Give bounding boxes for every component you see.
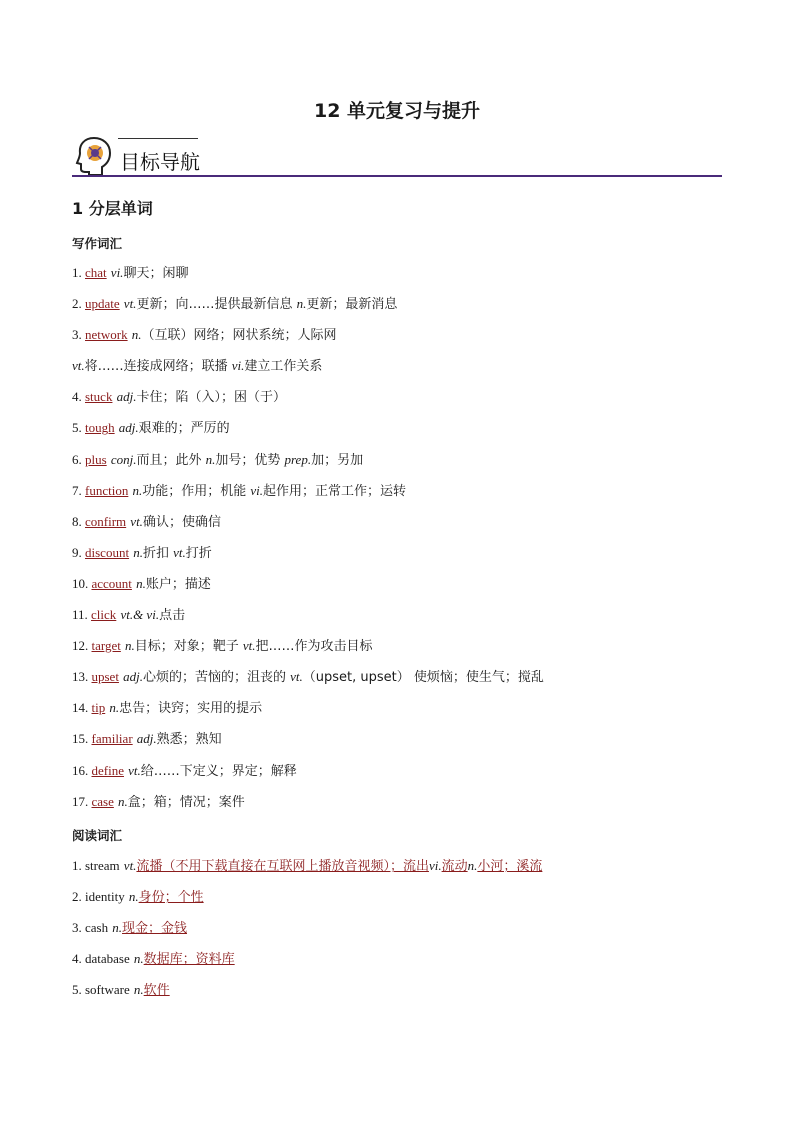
part-of-speech: n.: [133, 982, 144, 998]
part-of-speech: n.: [118, 793, 128, 809]
definition: （upset, upset） 使烦恼；使生气；搅乱: [302, 670, 544, 686]
vocab-item: [72, 449, 732, 480]
definition: 流动: [441, 859, 468, 874]
part-of-speech: vi.: [250, 482, 263, 498]
vocab-item: [72, 728, 732, 759]
vocab-word: familiar: [91, 731, 133, 747]
definition: 而且；此外: [136, 452, 206, 468]
item-number: 5.: [72, 982, 85, 998]
vocab-item: [72, 604, 732, 635]
definition: 盒；箱；情况；案件: [127, 794, 245, 810]
vocab-word: update: [85, 296, 120, 312]
vocab-item: [72, 917, 732, 948]
definition: 身份；个性: [138, 890, 204, 906]
definition: 流播（不用下载直接在互联网上播放音视频）；流出: [136, 859, 429, 874]
part-of-speech: vi.: [231, 358, 245, 374]
definition: 确认；使确信: [142, 514, 221, 530]
vocab-word: tough: [85, 420, 115, 436]
vocab-item: [72, 666, 732, 697]
vocab-word: cash: [85, 920, 109, 936]
part-of-speech: vi.: [428, 858, 442, 873]
definition: 目标；对象；靶子: [134, 639, 243, 655]
item-number: 10.: [72, 575, 92, 591]
vocab-word: confirm: [85, 513, 127, 529]
item-number: 3.: [72, 920, 85, 936]
definition: 数据库；资料库: [143, 952, 235, 968]
header-rule: [72, 175, 722, 177]
part-of-speech: n.: [125, 638, 135, 654]
item-number: 13.: [72, 669, 92, 685]
vocab-item: [72, 262, 732, 293]
item-number: 1.: [72, 265, 85, 280]
vocab-item: [72, 355, 732, 386]
reading-vocab-list: [72, 855, 732, 1010]
part-of-speech: prep.: [284, 451, 312, 467]
vocab-item: [72, 855, 732, 886]
definition: 更新；最新消息: [306, 297, 398, 313]
vocab-item: [72, 886, 732, 917]
item-number: 2.: [72, 889, 85, 905]
vocab-item: [72, 697, 732, 728]
item-number: 16.: [72, 762, 92, 778]
vocab-item: [72, 386, 732, 417]
item-number: 4.: [72, 951, 85, 967]
part-of-speech: conj.: [110, 451, 137, 467]
section-header: [72, 132, 722, 178]
part-of-speech: vt.: [123, 296, 137, 312]
vocab-word: database: [85, 951, 130, 967]
vocab-word: discount: [85, 544, 130, 560]
definition: 忠告；诀窍；实用的提示: [119, 701, 263, 717]
part-of-speech: n.: [296, 296, 307, 312]
definition: 加号；优势: [215, 452, 285, 468]
vocab-word: network: [85, 327, 128, 343]
part-of-speech: n.: [128, 889, 139, 905]
vocab-item: [72, 293, 732, 324]
definition: 现金；金钱: [122, 921, 188, 937]
vocab-word: plus: [85, 451, 107, 467]
definition: 打折: [185, 545, 212, 561]
vocab-word: tip: [91, 700, 106, 716]
page-title: 12 单元复习与提升: [313, 100, 481, 122]
vocab-word: target: [91, 638, 121, 654]
vocab-item: [72, 573, 732, 604]
vocab-word: function: [85, 482, 129, 498]
header-overline: [118, 138, 198, 139]
vocab-word: stream: [85, 858, 120, 873]
part-of-speech: n.: [132, 482, 143, 498]
part-of-speech: adj.: [118, 420, 139, 436]
definition: 起作用；正常工作；运转: [263, 483, 407, 499]
part-of-speech: n.: [467, 858, 478, 873]
definition: 软件: [143, 983, 170, 999]
part-of-speech: vt.: [130, 513, 143, 529]
definition: 将……连接成网络；联播: [84, 359, 232, 375]
vocab-word: stuck: [85, 389, 113, 405]
item-number: 9.: [72, 544, 85, 560]
definition: 加；另加: [311, 452, 364, 468]
part-of-speech: adj.: [136, 731, 157, 747]
definition: 给……下定义；界定；解释: [140, 763, 297, 779]
definition: 点击: [159, 608, 186, 624]
vocab-word: software: [85, 982, 130, 998]
part-of-speech: adj.: [123, 669, 143, 685]
definition: 熟悉；熟知: [156, 732, 222, 748]
definition: 聊天；闲聊: [123, 266, 189, 281]
definition: 卡住；陷（入）；困（于）: [136, 390, 286, 406]
vocab-item: [72, 480, 732, 511]
item-number: 7.: [72, 482, 85, 498]
part-of-speech: n.: [136, 575, 146, 591]
item-number: 12.: [72, 638, 92, 654]
part-of-speech: n.: [133, 544, 143, 560]
subsection-title: 1 分层单词: [72, 199, 153, 218]
definition: 更新；向……提供最新信息: [136, 297, 297, 313]
item-number: 1.: [72, 858, 85, 873]
vocab-word: click: [91, 607, 117, 623]
writing-vocab-list: [72, 262, 732, 822]
part-of-speech: adj.: [116, 389, 137, 405]
item-number: 11.: [72, 607, 92, 623]
definition: 把……作为攻击目标: [255, 639, 373, 655]
part-of-speech: vt.: [173, 544, 186, 560]
definition: （互联）网络；网状系统；人际网: [141, 328, 337, 344]
definition: 建立工作关系: [244, 359, 323, 375]
item-number: 4.: [72, 389, 85, 405]
section-title: 目标导航: [120, 150, 200, 174]
part-of-speech: vi.: [110, 265, 124, 280]
part-of-speech: n.: [133, 951, 144, 967]
vocab-word: chat: [85, 265, 107, 280]
vocab-item: [72, 948, 732, 979]
definition: 心烦的；苦恼的；沮丧的: [142, 670, 291, 686]
part-of-speech: n.: [112, 920, 122, 936]
reading-vocab-label: 阅读词汇: [72, 828, 123, 843]
part-of-speech: vt.: [123, 858, 137, 873]
definition: 小河；溪流: [477, 859, 543, 874]
vocab-item: [72, 542, 732, 573]
part-of-speech: n.: [205, 451, 216, 467]
vocab-word: upset: [91, 669, 119, 685]
part-of-speech: n.: [131, 327, 142, 343]
item-number: 5.: [72, 420, 85, 436]
item-number: 2.: [72, 296, 85, 312]
vocab-item: [72, 760, 732, 791]
part-of-speech: n.: [109, 700, 120, 716]
vocab-word: case: [91, 793, 114, 809]
item-number: 17.: [72, 793, 92, 809]
brain-head-icon: [74, 135, 114, 175]
vocab-item: [72, 979, 732, 1010]
definition: 艰难的；严厉的: [138, 421, 230, 437]
writing-vocab-label: 写作词汇: [72, 236, 123, 251]
part-of-speech: vt.: [242, 638, 256, 654]
item-number: 15.: [72, 731, 92, 747]
vocab-item: [72, 417, 732, 448]
definition: 账户；描述: [145, 576, 211, 592]
vocab-item: [72, 511, 732, 542]
vocab-item: [72, 635, 732, 666]
item-number: 14.: [72, 700, 92, 716]
definition: 功能；作用；机能: [142, 483, 251, 499]
item-number: 8.: [72, 513, 85, 529]
vocab-word: account: [91, 575, 132, 591]
definition: 折扣: [142, 545, 174, 561]
vocab-item: [72, 324, 732, 355]
vocab-item: [72, 791, 732, 822]
vocab-word: define: [91, 762, 124, 778]
item-number: 6.: [72, 451, 85, 467]
item-number: 3.: [72, 327, 85, 343]
part-of-speech: vt.& vi.: [120, 607, 160, 623]
part-of-speech: vt.: [72, 358, 85, 374]
part-of-speech: vt.: [290, 669, 303, 685]
vocab-word: identity: [85, 889, 125, 905]
part-of-speech: vt.: [128, 762, 141, 778]
